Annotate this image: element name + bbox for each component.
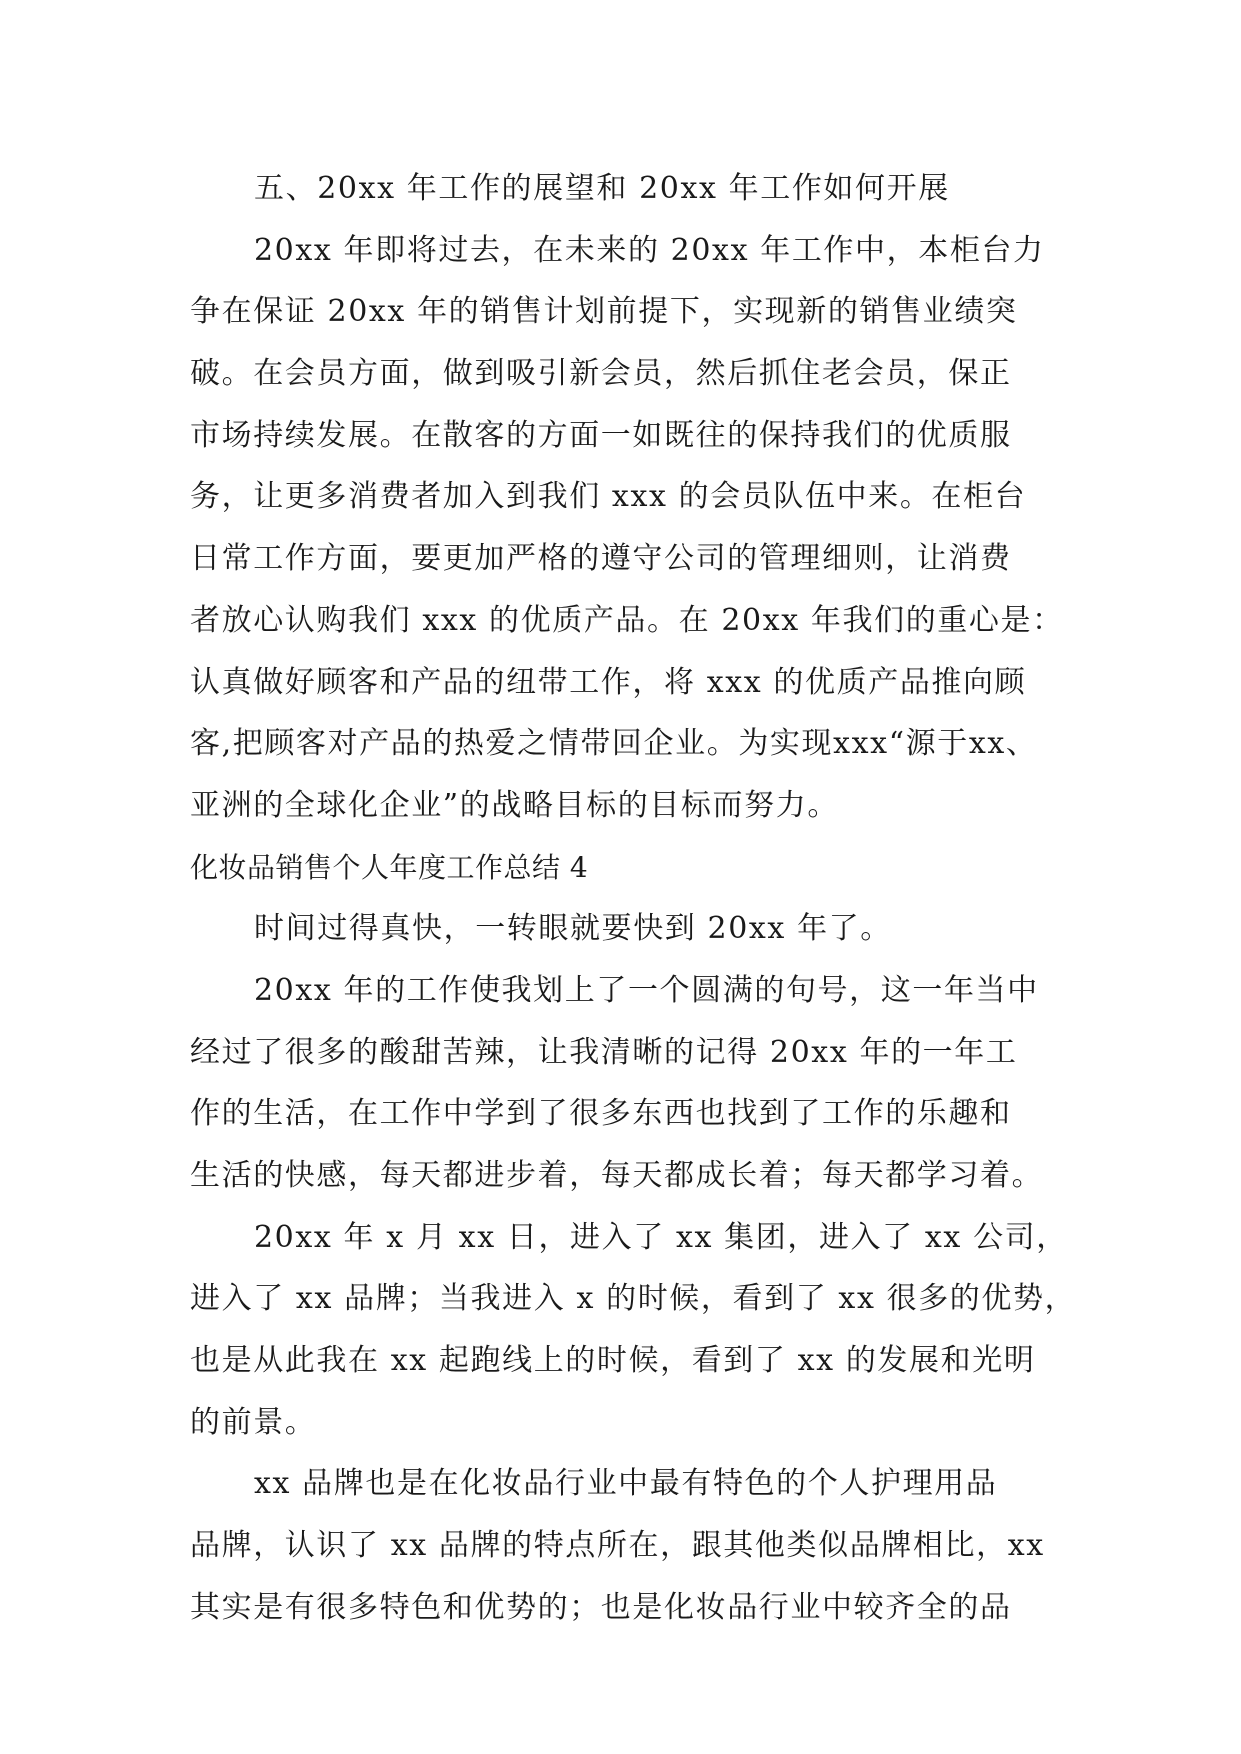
paragraph-line: 其实是有很多特色和优势的；也是化妆品行业中较齐全的品 xyxy=(190,1589,1012,1625)
paragraph-line: 20xx 年 x 月 xx 日，进入了 xx 集团，进入了 xx 公司， xyxy=(254,1219,1068,1255)
paragraph-line: 也是从此我在 xx 起跑线上的时候，看到了 xx 的发展和光明 xyxy=(190,1343,1036,1379)
paragraph-line: 亚洲的全球化企业”的战略目标的目标而努力。 xyxy=(190,787,839,823)
paragraph-line: 经过了很多的酸甜苦辣，让我清晰的记得 20xx 年的一年工 xyxy=(190,1034,1018,1070)
paragraph-line: 20xx 年即将过去，在未来的 20xx 年工作中，本柜台力 xyxy=(254,232,1045,268)
paragraph-line: 20xx 年的工作使我划上了一个圆满的句号，这一年当中 xyxy=(254,972,1039,1008)
paragraph-line: 品牌，认识了 xx 品牌的特点所在，跟其他类似品牌相比，xx xyxy=(190,1528,1045,1564)
paragraph-line: 认真做好顾客和产品的纽带工作，将 xxx 的优质产品推向顾 xyxy=(190,664,1027,700)
paragraph-line: 作的生活，在工作中学到了很多东西也找到了工作的乐趣和 xyxy=(190,1096,1012,1132)
paragraph-line: 客,把顾客对产品的热爱之情带回企业。为实现xxx“源于xx、 xyxy=(190,726,1038,762)
paragraph-line: 者放心认购我们 xxx 的优质产品。在 20xx 年我们的重心是： xyxy=(190,602,1064,638)
paragraph-line: 务，让更多消费者加入到我们 xxx 的会员队伍中来。在柜台 xyxy=(190,479,1027,515)
paragraph-line: xx 品牌也是在化妆品行业中最有特色的个人护理用品 xyxy=(254,1466,998,1502)
paragraph-line: 生活的快感，每天都进步着，每天都成长着；每天都学习着。 xyxy=(190,1158,1044,1193)
paragraph-line: 破。在会员方面，做到吸引新会员，然后抓住老会员，保正 xyxy=(190,356,1012,392)
document-body xyxy=(190,158,1077,1639)
paragraph-line: 争在保证 20xx 年的销售计划前提下，实现新的销售业绩突 xyxy=(190,294,1018,330)
paragraph-line: 日常工作方面，要更加严格的遵守公司的管理细则，让消费 xyxy=(190,541,1012,577)
paragraph-line: 市场持续发展。在散客的方面一如既往的保持我们的优质服 xyxy=(190,417,1012,453)
paragraph-line: 进入了 xx 品牌；当我进入 x 的时候，看到了 xx 很多的优势， xyxy=(190,1281,1077,1317)
paragraph-line: 的前景。 xyxy=(190,1404,317,1440)
article-title: 化妆品销售个人年度工作总结 4 xyxy=(190,850,589,884)
section-heading-line: 五、20xx 年工作的展望和 20xx 年工作如何开展 xyxy=(254,171,950,206)
paragraph-line: 时间过得真快，一转眼就要快到 20xx 年了。 xyxy=(254,911,892,947)
